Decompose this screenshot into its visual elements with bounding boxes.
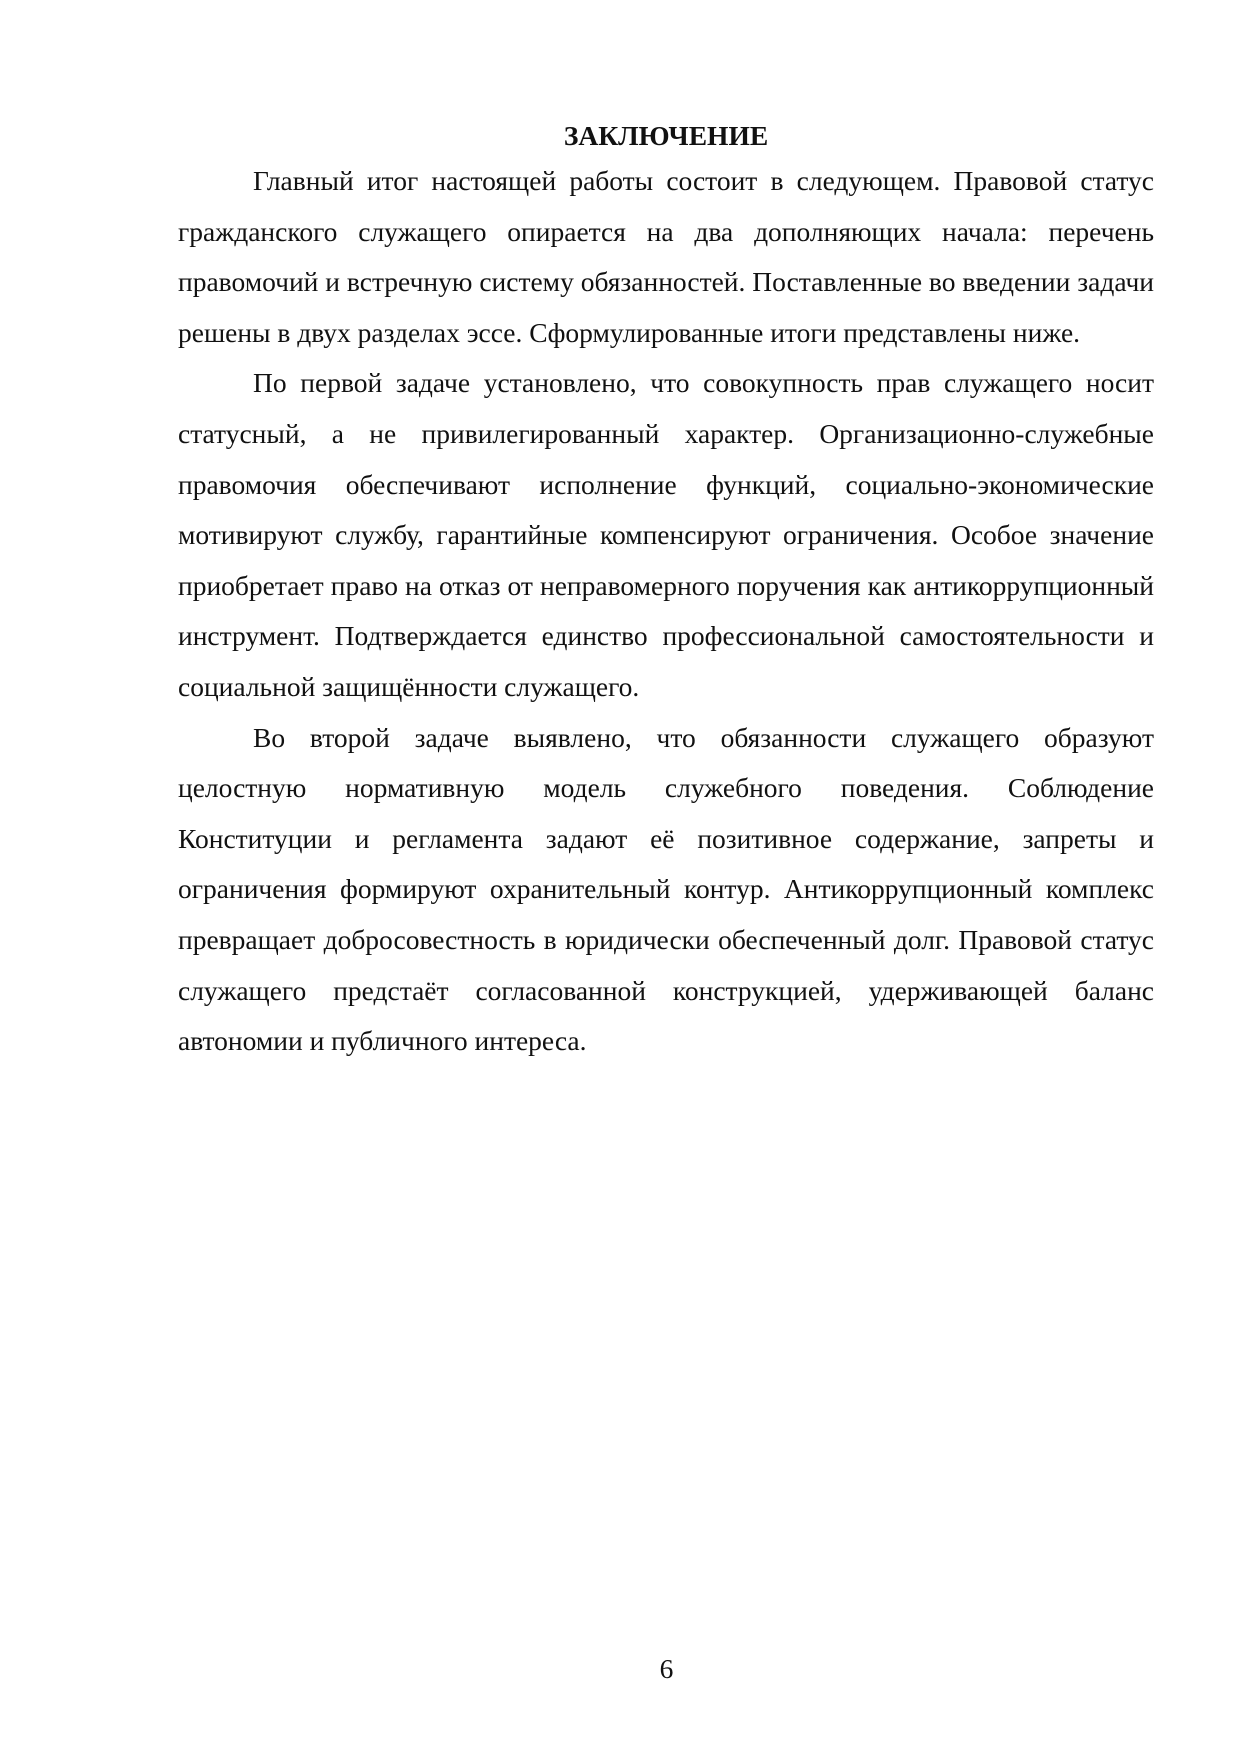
section-heading: ЗАКЛЮЧЕНИЕ <box>563 120 769 151</box>
paragraph-second-task: Во второй задаче выявлено, что обязанности служащего образуют целостную нормативную модель служебного поведения. Соблюдение Конституции и регламента задают её позитивное содержание, запреты и ограничения формируют охранительный контур. Антикоррупционный комплекс превращает добросовестность в юридически обеспеченный долг. Правовой статус служащего предстаёт согласованной конструкцией, удерживающей баланс автономии и публичного интереса. <box>178 721 1154 1057</box>
page-content <box>178 116 1154 1067</box>
paragraph-summary: Главный итог настоящей работы состоит в следующем. Правовой статус гражданского служащего опирается на два дополняющих начала: перечень правомочий и встречную систему обязанностей. Поставленные во введении задачи решены в двух разделах эссе. Сформулированные итоги представлены ниже. <box>178 165 1154 348</box>
paragraph-first-task: По первой задаче установлено, что совокупность прав служащего носит статусный, а не привилегированный характер. Организационно-служебные правомочия обеспечивают исполнение функций, социально-экономические мотивируют службу, гарантийные компенсируют ограничения. Особое значение приобретает право на отказ от неправомерного поручения как антикоррупционный инструмент. Подтверждается единство профессиональной самостоятельности и социальной защищённости служащего. <box>178 367 1154 702</box>
page-number: 6 <box>659 1653 674 1684</box>
